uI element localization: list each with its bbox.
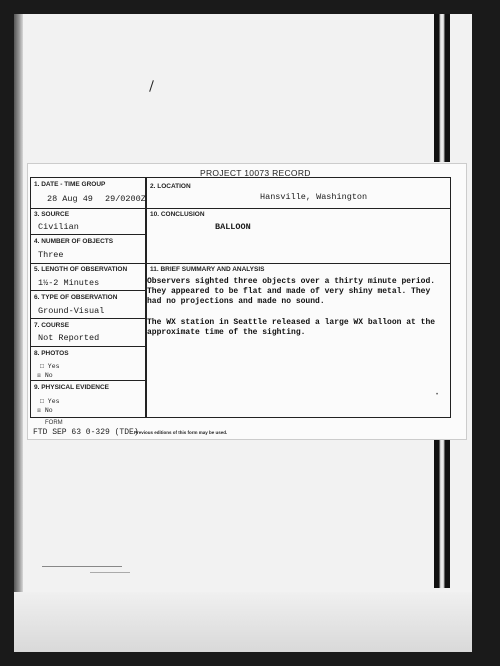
location-value: Hansville, Washington [260, 192, 368, 202]
scan-artifact-line [42, 566, 122, 567]
course-label: 7. COURSE [34, 322, 70, 329]
location-label: 2. LOCATION [150, 183, 191, 190]
summary-paragraph: Observers sighted three objects over a thirty minute period. They appeared to be flat and made of very shiny metal. They had no projections and made no sound. [147, 277, 436, 306]
binding-bar-bottom [434, 438, 450, 588]
row-divider [30, 318, 145, 319]
footer-form-label: FORM [45, 420, 63, 426]
source-value: Civilian [38, 222, 79, 232]
summary-paragraph: The WX station in Seattle released a large WX balloon at the approximate time of the sighting. [147, 318, 436, 337]
date-time-label: 1. DATE - TIME GROUP [34, 181, 106, 188]
conclusion-label: 10. CONCLUSION [150, 211, 205, 218]
length-of-observation-value: 1½-2 Minutes [38, 278, 100, 288]
date-value: 28 Aug 49 [47, 194, 93, 204]
physical-evidence-yes-checkbox: □ Yes [40, 398, 60, 405]
photos-no-checkbox: ☒ No [37, 372, 53, 379]
row-divider [30, 263, 451, 264]
project-title: PROJECT 10073 RECORD [200, 168, 311, 178]
page-bottom-shade [14, 592, 472, 652]
stray-mark: • [436, 392, 439, 398]
row-divider [30, 290, 145, 291]
page-edge-shadow [14, 14, 23, 652]
course-value: Not Reported [38, 333, 100, 343]
row-divider [30, 346, 145, 347]
photos-yes-checkbox: □ Yes [40, 363, 60, 370]
summary-text [147, 277, 447, 349]
physical-evidence-label: 9. PHYSICAL EVIDENCE [34, 384, 110, 391]
conclusion-value: BALLOON [215, 222, 251, 232]
number-of-objects-value: Three [38, 250, 64, 260]
footer-note: Previous editions of this form may be used. [134, 430, 228, 435]
footer-form-code: FTD SEP 63 0-329 (TDE) [33, 428, 139, 437]
length-of-observation-label: 5. LENGTH OF OBSERVATION [34, 266, 128, 273]
photos-label: 8. PHOTOS [34, 350, 69, 357]
scan-artifact-line [90, 572, 130, 573]
summary-label: 11. BRIEF SUMMARY AND ANALYSIS [150, 266, 265, 273]
source-label: 3. SOURCE [34, 211, 70, 218]
type-of-observation-value: Ground-Visual [38, 306, 105, 316]
binding-bar-top [434, 14, 450, 162]
type-of-observation-label: 6. TYPE OF OBSERVATION [34, 294, 118, 301]
time-value: 29/0200Z [105, 194, 146, 204]
row-divider [30, 380, 145, 381]
number-of-objects-label: 4. NUMBER OF OBJECTS [34, 238, 114, 245]
row-divider [30, 208, 451, 209]
physical-evidence-no-checkbox: ☒ No [37, 407, 53, 414]
row-divider [30, 234, 145, 235]
